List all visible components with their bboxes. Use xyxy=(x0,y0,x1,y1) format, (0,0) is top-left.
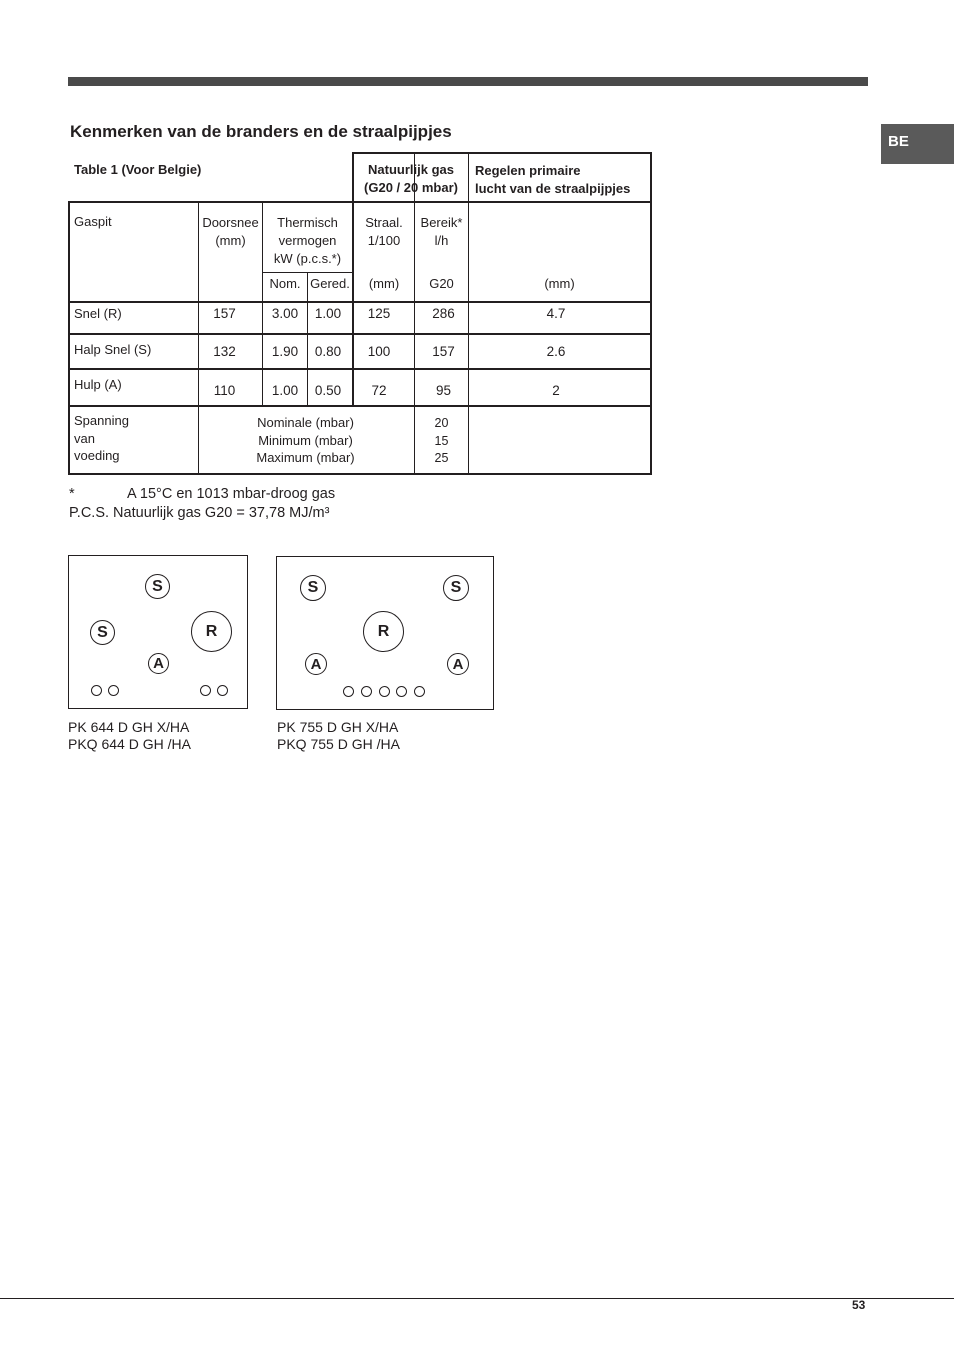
burner-a-icon: A xyxy=(305,653,327,675)
row-air: 2.6 xyxy=(546,344,566,359)
burner-s-icon: S xyxy=(443,575,469,601)
footnote-line2: P.C.S. Natuurlijk gas G20 = 37,78 MJ/m³ xyxy=(69,505,330,521)
col-diameter: Doorsnee (mm) xyxy=(202,215,259,248)
language-tab[interactable]: BE xyxy=(881,124,954,164)
page-title: Kenmerken van de branders en de straalpijpjes xyxy=(70,122,452,141)
row-red: 1.00 xyxy=(314,306,342,321)
knob-icon xyxy=(396,686,407,697)
row-air: 4.7 xyxy=(546,306,566,321)
supply-label: Spanning van voeding xyxy=(74,413,129,463)
supply-types: Nominale (mbar) Minimum (mbar) Maximum (mbar) xyxy=(256,415,355,465)
col-jet-unit: (mm) xyxy=(368,276,400,291)
row-air: 2 xyxy=(552,383,560,398)
row-nom: 1.00 xyxy=(271,383,299,398)
row-name: Snel (R) xyxy=(74,306,122,321)
footnote-line1: A 15°C en 1013 mbar-droog gas xyxy=(127,486,336,502)
burner-s-icon: S xyxy=(145,574,170,599)
row-flow: 95 xyxy=(435,383,452,398)
knob-icon xyxy=(108,685,119,696)
col-gaspit: Gaspit xyxy=(74,214,112,229)
burner-s-icon: S xyxy=(90,620,115,645)
row-flow: 286 xyxy=(432,306,455,321)
row-nom: 1.90 xyxy=(271,344,299,359)
col-nom: Nom. xyxy=(269,276,301,291)
footer-rule xyxy=(0,1298,954,1299)
burner-table xyxy=(0,0,954,500)
col-flow: Bereik* l/h xyxy=(420,215,463,248)
knob-icon xyxy=(379,686,390,697)
footnote-star: * xyxy=(69,486,75,502)
row-diameter: 132 xyxy=(213,344,236,359)
row-nom: 3.00 xyxy=(271,306,299,321)
row-flow: 157 xyxy=(432,344,455,359)
row-jet: 125 xyxy=(367,306,391,321)
air-header: Regelen primaire lucht van de straalpijpjes xyxy=(475,163,631,196)
gas-header: Natuurlijk gas (G20 / 20 mbar) xyxy=(364,162,458,195)
knob-icon xyxy=(91,685,102,696)
row-red: 0.80 xyxy=(314,344,342,359)
hob-diagram-5 xyxy=(276,556,494,710)
col-air-unit: (mm) xyxy=(544,276,575,291)
row-jet: 72 xyxy=(371,383,387,398)
col-thermal: Thermisch vermogen kW (p.c.s.*) xyxy=(273,215,342,266)
row-red: 0.50 xyxy=(314,383,342,398)
burner-a-icon: A xyxy=(447,653,469,675)
knob-icon xyxy=(414,686,425,697)
knob-icon xyxy=(361,686,372,697)
knob-icon xyxy=(217,685,228,696)
page-number: 53 xyxy=(852,1298,866,1312)
burner-r-icon: R xyxy=(191,611,232,652)
row-diameter: 110 xyxy=(213,383,236,398)
row-diameter: 157 xyxy=(213,306,236,321)
row-name: Hulp (A) xyxy=(74,377,122,392)
knob-icon xyxy=(343,686,354,697)
table-caption: Table 1 (Voor Belgie) xyxy=(74,162,202,177)
burner-r-icon: R xyxy=(363,611,404,652)
knob-icon xyxy=(200,685,211,696)
burner-a-icon: A xyxy=(148,653,169,674)
hob-diagram-4 xyxy=(68,555,248,709)
diagram-models: PK 755 D GH X/HA PKQ 755 D GH /HA xyxy=(277,719,400,752)
diagram-models: PK 644 D GH X/HA PKQ 644 D GH /HA xyxy=(68,719,191,752)
supply-values: 20 15 25 xyxy=(434,416,449,465)
col-jet: Straal. 1/100 xyxy=(365,215,403,248)
burner-s-icon: S xyxy=(300,575,326,601)
row-name: Halp Snel (S) xyxy=(74,342,152,357)
col-red: Gered. xyxy=(310,276,350,291)
col-flow-gas: G20 xyxy=(429,276,454,291)
row-jet: 100 xyxy=(367,344,391,359)
